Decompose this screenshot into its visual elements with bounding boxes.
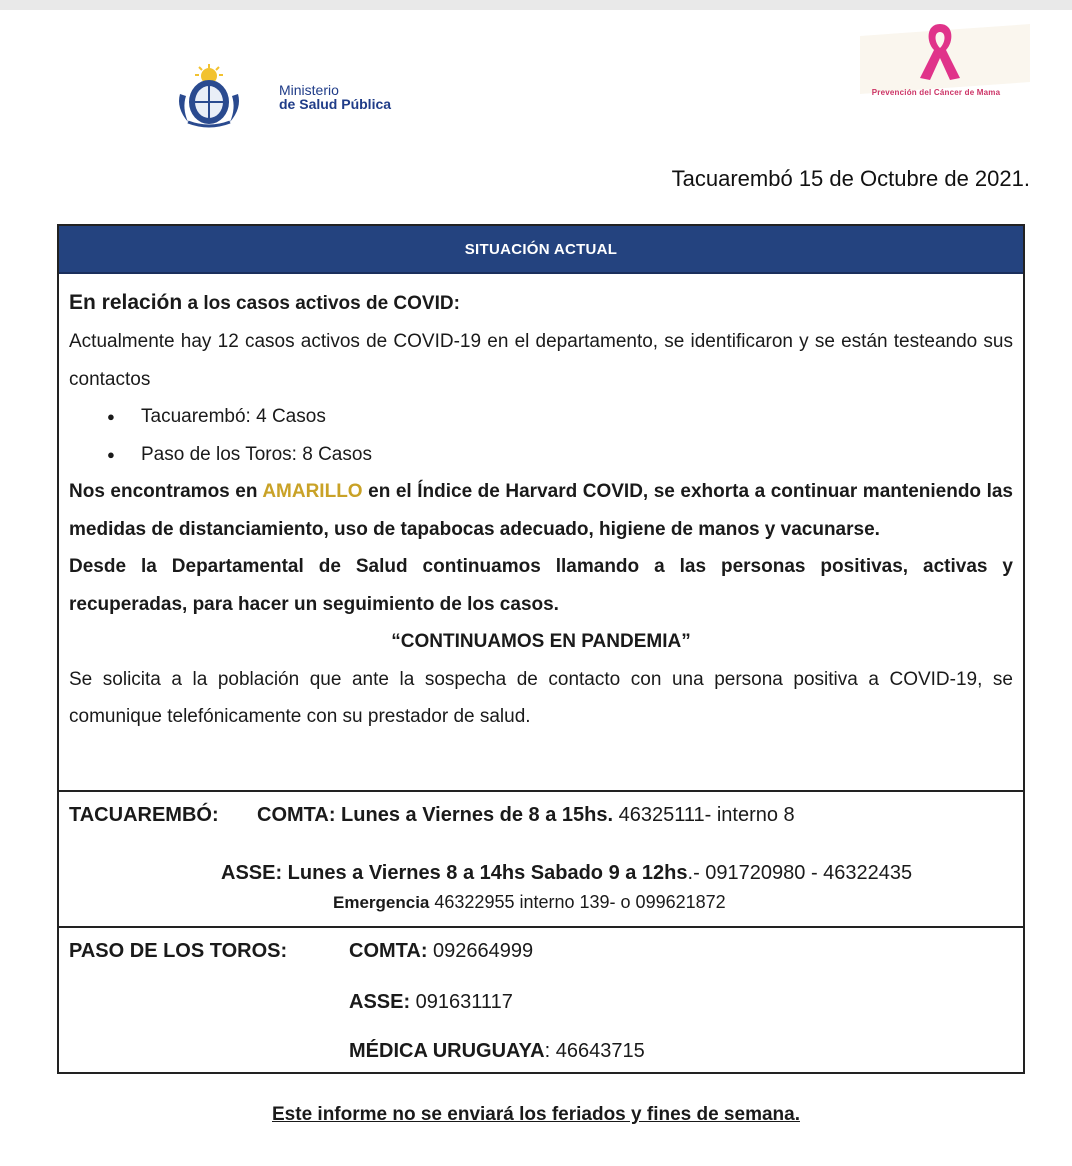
ministry-line-2: de Salud Pública [279,96,392,112]
harvard-post-text: en el Índice de Harvard COVID, se exhorta a continuar manteniendo las medidas de distanciamiento, uso de tapabocas adecuado, higiene de manos y vacunarse. [69,481,1013,540]
paso-comta-line [349,940,533,963]
asse-label: ASSE: [349,991,411,1013]
medica-label: MÉDICA URUGUAYA [349,1040,545,1062]
tacuarembo-comta-line [257,804,795,827]
ministry-coat-of-arms-icon [172,64,246,130]
pink-ribbon-icon [910,20,970,82]
footer-note: Este informe no se enviará los feriados y fines de semana. [272,1104,800,1125]
pandemic-slogan: “CONTINUAMOS EN PANDEMIA” [391,631,691,652]
cases-list [69,398,1013,473]
ministry-line-1: Ministerio [279,82,339,98]
campaign-text: Prevención del Cáncer de Mama [871,88,1001,97]
comta-label: COMTA: [349,940,428,962]
situation-heading [69,288,1013,319]
paso-label: PASO DE LOS TOROS: [69,940,288,962]
comta-label: COMTA [257,804,329,826]
breast-cancer-campaign-logo [860,20,1032,110]
contact-request-paragraph: Se solicita a la población que ante la sospecha de contacto con una persona positiva a COVID-19, se comunique telefónicamente con su prestador de salud. [69,668,1013,727]
harvard-pre-text: Nos encontramos en [69,481,263,502]
comta-hours: : Lunes a Viernes de 8 a 15hs. [328,804,614,826]
follow-up-paragraph: Desde la Departamental de Salud continuamos llamando a las personas positivas, activas y recuperadas, para hacer un seguimiento de los casos. [69,556,1013,615]
tacuarembo-label: TACUAREMBÓ: [69,804,219,826]
comta-phone: 092664999 [427,940,534,962]
emergency-label: Emergencia [333,893,430,912]
tacuarembo-emergency-line [333,892,726,913]
heading-rest-text: a los casos activos de COVID: [182,293,460,314]
current-situation-section [59,274,1023,792]
asse-phone: .- 091720980 - 46322435 [687,862,913,884]
heading-big-text: En relación [69,291,183,314]
emergency-phone: 46322955 interno 139- o 099621872 [429,892,726,912]
asse-label: ASSE: Lunes a Viernes 8 a 14hs Sabado 9 a 12hs [221,862,688,884]
ministry-name [279,83,391,111]
paso-medica-line [349,1040,645,1063]
active-cases-intro: Actualmente hay 12 casos activos de COVID-19 en el departamento, se identificaron y se están testeando sus contactos [69,331,1013,390]
paso-asse-line [349,991,513,1014]
document-date: Tacuarembó 15 de Octubre de 2021. [671,166,1030,191]
harvard-index-paragraph [69,473,1013,548]
list-item: ● Paso de los Toros: 8 Casos [107,436,1013,474]
tacuarembo-contacts [59,792,1023,928]
tacuarembo-asse-line [221,862,912,885]
section-title: SITUACIÓN ACTUAL [59,226,1023,274]
comta-phone: 46325111- interno 8 [613,804,795,826]
list-item: ● Tacuarembó: 4 Casos [107,398,1013,436]
asse-phone: 091631117 [410,991,513,1013]
status-report-box [57,224,1025,1074]
paso-de-los-toros-contacts [59,928,1023,1074]
harvard-level: AMARILLO [262,481,363,502]
medica-phone: : 46643715 [544,1040,645,1062]
